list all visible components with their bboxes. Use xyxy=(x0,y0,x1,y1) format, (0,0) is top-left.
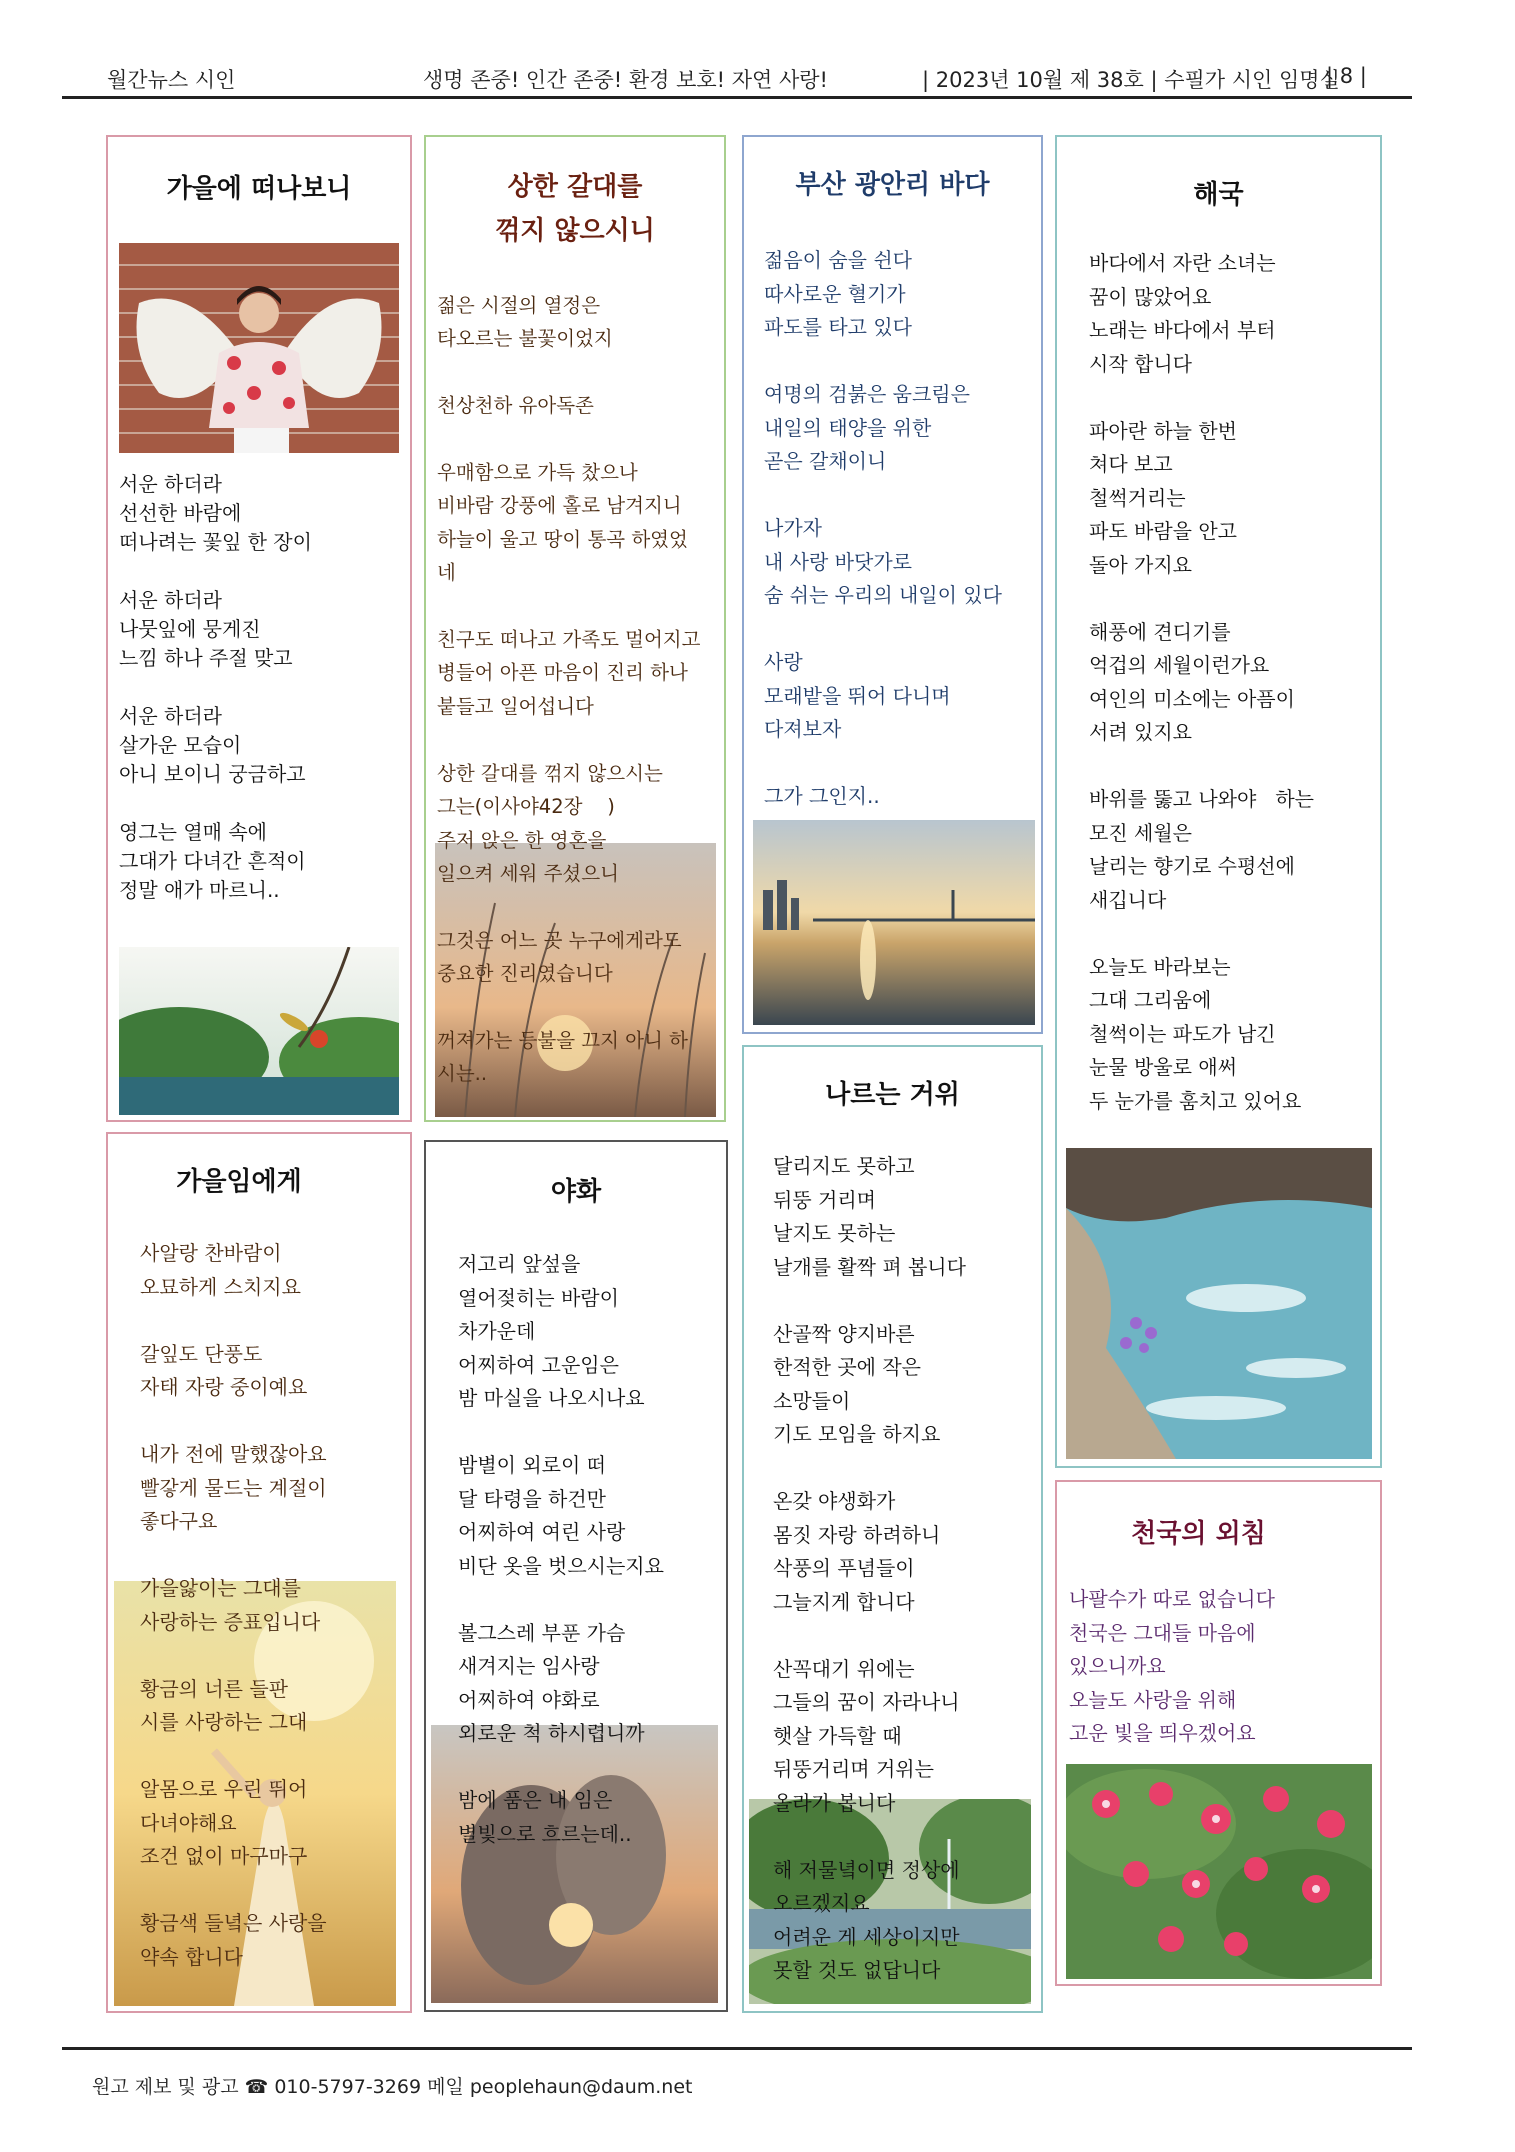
poem-box-4 xyxy=(1055,135,1382,1468)
poem-title: 부산 광안리 바다 xyxy=(795,170,990,200)
poem-body: 서운 하더라 선선한 바람에 떠나려는 꽃잎 한 장이 서운 하더라 나뭇잎에 뭉게진 느낌 하나 주절 맞고 서운 하더라 살가운 모습이 아니 보이니 궁금하고 영그는 열매 속에 그대가 다녀간 흔적이 정말 애가 마르니.. xyxy=(119,472,312,902)
footer-rule xyxy=(62,2047,1412,2050)
poem-body: 저고리 앞섶을 열어젖히는 바람이 차가운데 어찌하여 고운임은 밤 마실을 나오시나요 밤별이 외로이 떠 달 타령을 하건만 어찌하여 여린 사랑 비단 옷을 벗으시는지요 볼그스레 부푼 가슴 새겨지는 임사랑 어찌하여 야화로 외로운 척 하시렵니까 밤에 품은 내 임은 별빛으로 흐르는데.. xyxy=(458,1252,664,1846)
poem-box-1 xyxy=(106,135,412,1122)
sea-rock-photo xyxy=(1066,1148,1372,1459)
issue-info: | 2023년 10월 제 38호 | 수필가 시인 임명실 xyxy=(922,68,1340,92)
poem-body: 나팔수가 따로 없습니다 천국은 그대들 마음에 있으니까요 오늘도 사랑을 위해 고운 빛을 띄우겠어요 xyxy=(1069,1587,1275,1745)
poem-title: 야화 xyxy=(550,1177,602,1207)
poem-box-2 xyxy=(424,135,726,1122)
poem-title: 나르는 거위 xyxy=(825,1080,960,1110)
poem-body: 젊은 시절의 열정은 타오르는 불꽃이었지 천상천하 유아독존 우매함으로 가득 찼으나 비바람 강풍에 홀로 남겨지니 하늘이 울고 땅이 통곡 하였었 네 친구도 떠나고 가족도 멀어지고 병들어 아픈 마음이 진리 하나 붙들고 일어섭니다 상한 갈대를 꺾지 않으시는 그는(이사야42장 ) 주저 앉은 한 영혼을 일으켜 세워 주셨으니 그것은 어느 곳 누구에게라도 중요한 진리였습니다 꺼져가는 등불을 끄지 아니 하 시는.. xyxy=(437,294,701,1086)
page-header xyxy=(0,62,1515,92)
poem-title-line1: 상한 갈대를 xyxy=(507,172,643,202)
publication-name: 월간뉴스 시인 xyxy=(107,68,236,92)
slogan: 생명 존중! 인간 존중! 환경 보호! 자연 사랑! xyxy=(423,68,828,92)
poem-title: 가을에 떠나보니 xyxy=(166,174,352,204)
poem-body: 바다에서 자란 소녀는 꿈이 많았어요 노래는 바다에서 부터 시작 합니다 파아란 하늘 한번 쳐다 보고 철썩거리는 파도 바람을 안고 돌아 가지요 해풍에 견디기를 억겁의 세월이런가요 여인의 미소에는 아픔이 서려 있지요 바위를 뚫고 나와야 하는 모진 세월은 날리는 향기로 수평선에 새깁니다 오늘도 바라보는 그대 그리움에 철썩이는 파도가 남긴 눈물 방울로 애써 두 눈가를 훔치고 있어요 xyxy=(1089,251,1314,1113)
poem-box-3 xyxy=(742,135,1043,1034)
poem-body: 젊음이 숨을 쉰다 따사로운 혈기가 파도를 타고 있다 여명의 검붉은 움크림은 내일의 태양을 위한 곧은 갈채이니 나가자 내 사랑 바닷가로 숨 쉬는 우리의 내일이 있다 사랑 모래밭을 뛰어 다니며 다져보자 그가 그인지.. xyxy=(764,248,1002,808)
poet-photo xyxy=(119,243,399,453)
poem-box-8 xyxy=(1055,1480,1382,1986)
persimmon-photo xyxy=(119,947,399,1115)
poem-body: 달리지도 못하고 뒤뚱 거리며 날지도 못하는 날개를 활짝 펴 봅니다 산골짝 양지바른 한적한 곳에 작은 소망들이 기도 모임을 하지요 온갖 야생화가 몸짓 자랑 하려하니 삭풍의 푸념들이 그늘지게 합니다 산꼭대기 위에는 그들의 꿈이 자라나니 햇살 가득할 때 뒤뚱거리며 거위는 올라가 봅니다 해 저물녘이면 정상에 오르겠지요 어려운 게 세상이지만 못할 것도 없답니다 xyxy=(773,1154,966,1982)
poem-box-6 xyxy=(424,1140,728,2012)
poem-title-line2: 꺾지 않으시니 xyxy=(495,216,655,246)
poem-title: 가을임에게 xyxy=(176,1167,302,1197)
poem-box-5 xyxy=(106,1132,412,2013)
header-rule xyxy=(62,96,1412,99)
poem-title: 해국 xyxy=(1193,180,1244,210)
page-number: | 8 | xyxy=(1326,64,1367,88)
morning-glory-photo xyxy=(1066,1764,1372,1979)
footer-contact: 원고 제보 및 광고 ☎ 010-5797-3269 메일 peoplehaun@daum.net xyxy=(92,2076,693,2098)
poem-title: 천국의 외침 xyxy=(1131,1519,1266,1549)
poem-body: 사알랑 찬바람이 오묘하게 스치지요 갈잎도 단풍도 자태 자랑 중이예요 내가 전에 말했잖아요 빨갛게 물드는 계절이 좋다구요 가을앓이는 그대를 사랑하는 증표입니다 황금의 너른 들판 시를 사랑하는 그대 알몸으로 우린 뛰어 다녀야해요 조건 없이 마구마구 황금색 들녘은 사랑을 약속 합니다 xyxy=(140,1241,327,1969)
gwangalli-sunset-photo xyxy=(753,820,1035,1025)
poem-box-7 xyxy=(742,1045,1043,2013)
